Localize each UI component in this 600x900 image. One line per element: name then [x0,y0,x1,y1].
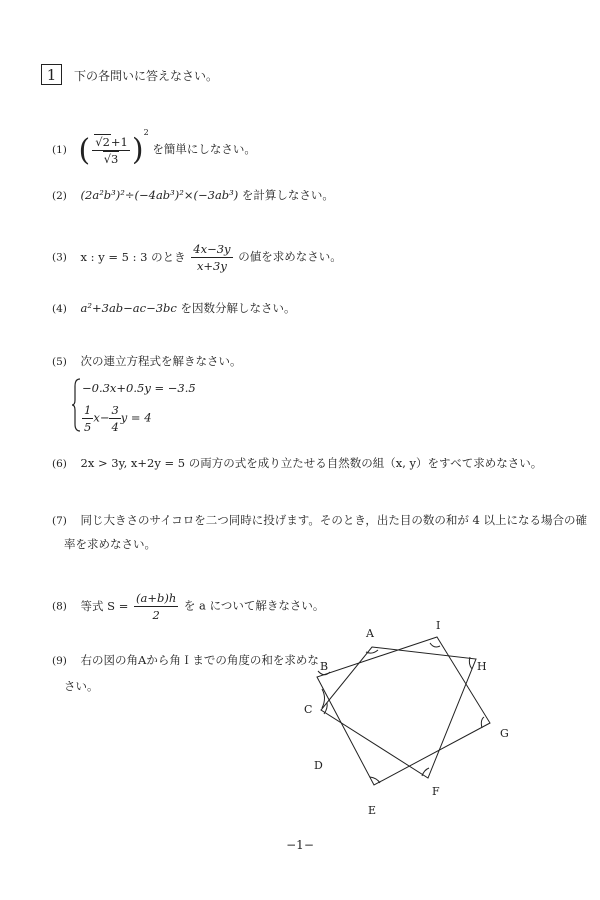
question-6 [52,455,542,471]
angle-arc-i [430,643,440,647]
q5-eq2-frac1 [82,403,93,434]
q2-label: (2) [52,190,67,202]
q2-tail: を計算しなさい。 [241,188,334,202]
q5-text: 次の連立方程式を解きなさい。 [80,354,242,368]
star-polygon-figure [290,615,530,825]
question-1 [52,128,256,168]
section-number: 1 [46,65,57,84]
q4-label: (4) [52,303,67,315]
q8-lead: 等式 S = [80,598,129,613]
figure-label-f: F [432,785,440,798]
q1-close-paren: ) [131,132,144,168]
q5-equation-1: −0.3x+0.5y = −3.5 [82,381,196,395]
page-number: −1− [286,838,314,852]
q6-text: 2x > 3y, x+2y = 5 の両方の式を成り立たせる自然数の組（x, y）をすべて求めなさい。 [80,456,543,470]
q9-line-2: さい。 [64,679,99,693]
q3-lead: x : y = 5 : 3 のとき [80,249,186,264]
q1-tail: を簡単にしなさい。 [152,142,256,156]
q5-eq2-frac1-num: 1 [84,403,92,417]
question-8 [52,591,324,622]
section-title: 下の各問いに答えなさい。 [74,69,219,83]
q7-label: (7) [52,515,67,527]
figure-label-b: B [320,660,329,673]
q1-sqrt3: √3 [103,151,119,166]
question-4 [52,300,296,316]
q3-tail: の値を求めなさい。 [238,249,342,264]
q5-system-brace [72,378,82,432]
q1-exponent: 2 [143,128,149,137]
figure-quad-1 [321,647,476,778]
q5-eq2-frac2 [109,403,120,434]
q8-numerator: (a+b)h [136,591,177,605]
q3-denominator: x+3y [196,259,227,273]
question-9 [52,652,319,668]
question-2 [52,187,334,203]
q6-label: (6) [52,458,67,470]
question-5 [52,353,242,369]
q1-label: (1) [52,144,67,156]
angle-arc-c [322,689,325,708]
figure-label-h: H [477,660,487,673]
figure-label-d: D [314,759,323,772]
q5-eq2-frac2-den: 4 [111,420,119,434]
q8-fraction [134,591,178,622]
q4-tail: を因数分解しなさい。 [180,301,296,315]
q8-tail: を a について解きなさい。 [183,598,325,613]
q5-label: (5) [52,356,67,368]
q3-numerator: 4x−3y [193,242,231,256]
q4-expression: a²+3ab−ac−3bc [80,301,177,315]
q1-sqrt2: √2 [95,134,110,149]
q2-expression: (2a²b³)²÷(−4ab³)²×(−3ab³) [80,188,239,202]
q9-line-1: 右の図の角Aから角Ｉまでの角度の和を求めな [80,653,319,667]
figure-label-g: G [500,727,509,740]
section-number-box [41,64,62,85]
q8-denominator: 2 [152,608,160,622]
q7-line-1: 同じ大きさのサイコロを二つ同時に投げます。そのとき，出た目の数の和が 4 以上になる場合の確 [80,513,588,527]
q3-fraction [191,242,232,273]
q5-eq2-frac2-num: 3 [111,403,119,417]
q1-plus1: +1 [110,134,128,149]
q1-fraction [92,135,130,166]
q5-eq2-frac1-den: 5 [84,420,92,434]
figure-label-a: A [366,627,374,640]
q3-label: (3) [52,251,67,264]
q8-label: (8) [52,600,67,613]
question-3 [52,242,342,273]
q5-equation-2 [82,403,152,434]
q5-eq2-tail: y = 4 [120,410,152,425]
q5-eq2-mid: x− [93,410,110,425]
q1-open-paren: ( [78,132,91,168]
q7-line-2: 率を求めなさい。 [64,537,156,551]
figure-label-c: C [304,703,313,716]
q9-label: (9) [52,655,67,667]
figure-label-e: E [368,804,377,817]
question-7 [52,512,587,528]
figure-label-i: I [436,619,441,632]
